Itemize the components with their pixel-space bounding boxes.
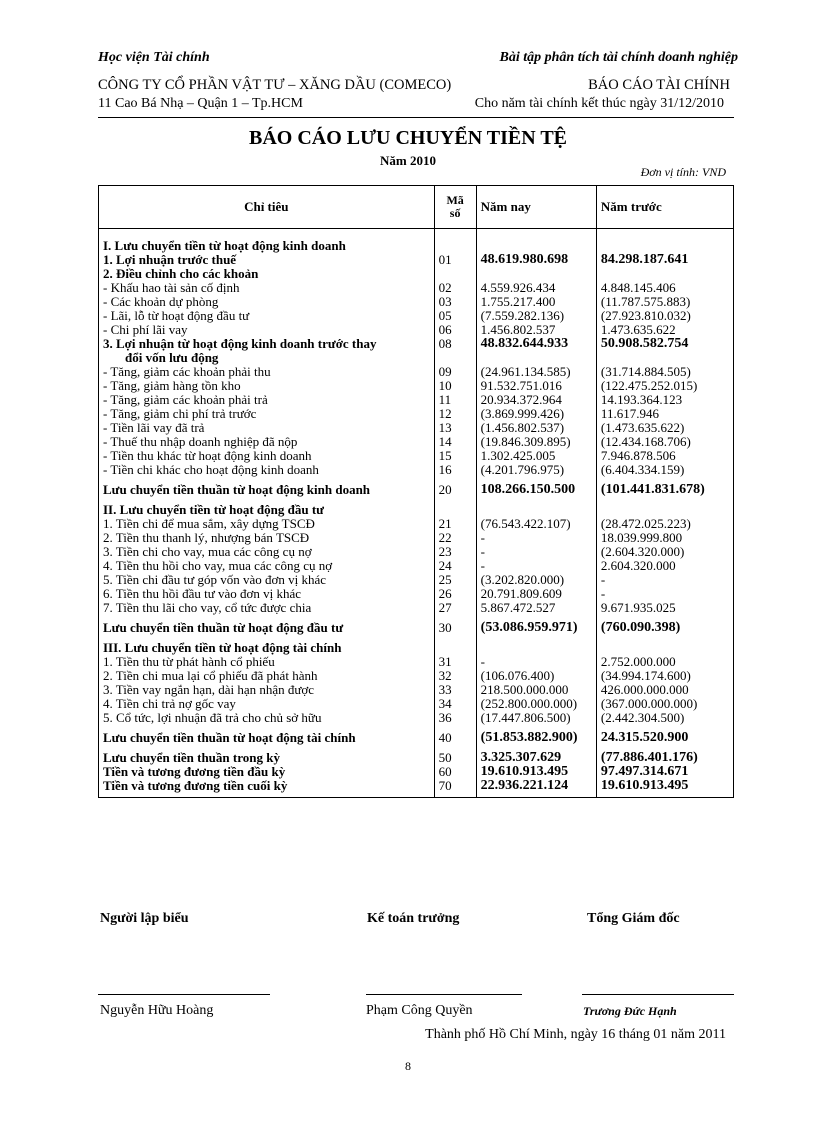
row-previous-value: 1.473.635.622 <box>596 323 733 337</box>
row-previous-value: 84.298.187.641 <box>596 253 733 267</box>
row-previous-value: 24.315.520.900 <box>596 731 733 745</box>
row-current-value: 218.500.000.000 <box>476 683 596 697</box>
row-previous-value: (12.434.168.706) <box>596 435 733 449</box>
row-current-value: - <box>476 559 596 573</box>
row-code: 70 <box>434 779 476 793</box>
table-row <box>99 483 734 497</box>
row-label: 4. Tiền chi trả nợ gốc vay <box>99 697 435 711</box>
row-code: 13 <box>434 421 476 435</box>
row-label: Lưu chuyển tiền thuần trong kỳ <box>99 751 435 765</box>
row-previous-value: (6.404.334.159) <box>596 463 733 477</box>
table-row <box>99 765 734 779</box>
row-code: 60 <box>434 765 476 779</box>
accountant-name: Phạm Công Quyền <box>366 1003 473 1018</box>
row-current-value: - <box>476 531 596 545</box>
row-previous-value <box>596 503 733 517</box>
row-label: II. Lưu chuyển tiền từ hoạt động đầu tư <box>99 503 435 517</box>
table-row <box>99 435 734 449</box>
accountant-signature-line <box>366 994 522 995</box>
row-code <box>434 641 476 655</box>
director-signature-line <box>582 994 734 995</box>
row-label: 6. Tiền thu hồi đầu tư vào đơn vị khác <box>99 587 435 601</box>
row-current-value: 5.867.472.527 <box>476 601 596 615</box>
row-code: 08 <box>434 337 476 365</box>
row-current-value: - <box>476 545 596 559</box>
director-title: Tổng Giám đốc <box>587 911 680 926</box>
row-code: 20 <box>434 483 476 497</box>
row-current-value: 91.532.751.016 <box>476 379 596 393</box>
row-label: - Tiền thu khác từ hoạt động kinh doanh <box>99 449 435 463</box>
row-current-value: (24.961.134.585) <box>476 365 596 379</box>
row-current-value: 4.559.926.434 <box>476 281 596 295</box>
row-current-value <box>476 641 596 655</box>
row-label: - Tăng, giảm các khoản phải thu <box>99 365 435 379</box>
row-label: Lưu chuyển tiền thuần từ hoạt động đầu tư <box>99 621 435 635</box>
row-code <box>434 503 476 517</box>
row-code: 10 <box>434 379 476 393</box>
row-label: III. Lưu chuyển tiền từ hoạt động tài chính <box>99 641 435 655</box>
preparer-signature-line <box>98 994 270 995</box>
row-label: 5. Tiền chi đầu tư góp vốn vào đơn vị khác <box>99 573 435 587</box>
row-code: 12 <box>434 407 476 421</box>
row-code: 27 <box>434 601 476 615</box>
table-row <box>99 379 734 393</box>
row-current-value: 108.266.150.500 <box>476 483 596 497</box>
row-current-value: 48.832.644.933 <box>476 337 596 365</box>
row-previous-value: (31.714.884.505) <box>596 365 733 379</box>
row-code: 05 <box>434 309 476 323</box>
row-label: 2. Tiền chi mua lại cổ phiếu đã phát hành <box>99 669 435 683</box>
row-previous-value: (122.475.252.015) <box>596 379 733 393</box>
row-current-value <box>476 239 596 253</box>
row-previous-value: 19.610.913.495 <box>596 779 733 793</box>
row-code: 16 <box>434 463 476 477</box>
table-row <box>99 641 734 655</box>
row-label: 4. Tiền thu hồi cho vay, mua các công cụ nợ <box>99 559 435 573</box>
row-label: - Các khoản dự phòng <box>99 295 435 309</box>
row-previous-value <box>596 267 733 281</box>
table-row <box>99 253 734 267</box>
page-number: 8 <box>405 1059 411 1073</box>
row-previous-value: 7.946.878.506 <box>596 449 733 463</box>
company-line <box>98 77 730 94</box>
table-row <box>99 393 734 407</box>
row-label: - Tiền lãi vay đã trả <box>99 421 435 435</box>
company-name: CÔNG TY CỔ PHẦN VẬT TƯ – XĂNG DẦU (COMECO) <box>98 77 452 93</box>
table-row <box>99 421 734 435</box>
table-row <box>99 281 734 295</box>
row-previous-value: (77.886.401.176) <box>596 751 733 765</box>
table-row <box>99 449 734 463</box>
spacer-row <box>99 793 734 798</box>
row-code: 26 <box>434 587 476 601</box>
col-header-previous: Năm trước <box>596 186 733 229</box>
row-label: 1. Tiền thu từ phát hành cổ phiếu <box>99 655 435 669</box>
row-current-value: (3.869.999.426) <box>476 407 596 421</box>
row-label: 7. Tiền thu lãi cho vay, cổ tức được chia <box>99 601 435 615</box>
row-label: 3. Tiền vay ngắn hạn, dài hạn nhận được <box>99 683 435 697</box>
table-row <box>99 517 734 531</box>
table-row <box>99 365 734 379</box>
row-code: 03 <box>434 295 476 309</box>
row-previous-value: 2.604.320.000 <box>596 559 733 573</box>
table-row <box>99 779 734 793</box>
row-current-value: (4.201.796.975) <box>476 463 596 477</box>
table-row <box>99 545 734 559</box>
col-header-code: Mã số <box>434 186 476 229</box>
row-previous-value: (760.090.398) <box>596 621 733 635</box>
row-code: 06 <box>434 323 476 337</box>
row-code <box>434 267 476 281</box>
row-current-value <box>476 503 596 517</box>
row-previous-value <box>596 641 733 655</box>
row-code <box>434 239 476 253</box>
row-current-value: (1.456.802.537) <box>476 421 596 435</box>
row-label: Lưu chuyển tiền thuần từ hoạt động kinh doanh <box>99 483 435 497</box>
row-code: 21 <box>434 517 476 531</box>
row-previous-value: 4.848.145.406 <box>596 281 733 295</box>
table-row <box>99 559 734 573</box>
row-label: - Khấu hao tài sản cố định <box>99 281 435 295</box>
row-label: - Chi phí lãi vay <box>99 323 435 337</box>
row-label: 3. Lợi nhuận từ hoạt động kinh doanh trước thay đổi vốn lưu động <box>99 337 435 365</box>
report-type: BÁO CÁO TÀI CHÍNH <box>588 77 730 93</box>
cash-flow-table <box>98 185 734 798</box>
table-row <box>99 407 734 421</box>
row-previous-value: 18.039.999.800 <box>596 531 733 545</box>
row-previous-value: 14.193.364.123 <box>596 393 733 407</box>
table-row <box>99 573 734 587</box>
row-code: 15 <box>434 449 476 463</box>
row-label: - Tiền chi khác cho hoạt động kinh doanh <box>99 463 435 477</box>
row-label: 1. Tiền chi để mua sắm, xây dựng TSCĐ <box>99 517 435 531</box>
row-label: I. Lưu chuyển tiền từ hoạt động kinh doanh <box>99 239 435 253</box>
table-row <box>99 711 734 725</box>
row-code: 32 <box>434 669 476 683</box>
accountant-title: Kế toán trưởng <box>367 911 460 926</box>
row-label: - Lãi, lỗ từ hoạt động đầu tư <box>99 309 435 323</box>
row-previous-value: (11.787.575.883) <box>596 295 733 309</box>
row-code: 14 <box>434 435 476 449</box>
row-label: 1. Lợi nhuận trước thuế <box>99 253 435 267</box>
row-label: - Tăng, giảm các khoản phải trả <box>99 393 435 407</box>
row-code: 40 <box>434 731 476 745</box>
table-row <box>99 503 734 517</box>
preparer-name: Nguyễn Hữu Hoàng <box>100 1003 214 1018</box>
row-label: 5. Cổ tức, lợi nhuận đã trả cho chủ sở hữu <box>99 711 435 725</box>
row-current-value <box>476 267 596 281</box>
row-label: Tiền và tương đương tiền cuối kỳ <box>99 779 435 793</box>
row-previous-value <box>596 239 733 253</box>
row-code: 30 <box>434 621 476 635</box>
table-row <box>99 731 734 745</box>
row-code: 36 <box>434 711 476 725</box>
row-label: - Thuế thu nhập doanh nghiệp đã nộp <box>99 435 435 449</box>
row-previous-value: 11.617.946 <box>596 407 733 421</box>
row-current-value: 19.610.913.495 <box>476 765 596 779</box>
row-current-value: 22.936.221.124 <box>476 779 596 793</box>
row-previous-value: 9.671.935.025 <box>596 601 733 615</box>
row-label: 3. Tiền chi cho vay, mua các công cụ nợ <box>99 545 435 559</box>
row-code: 31 <box>434 655 476 669</box>
table-row <box>99 531 734 545</box>
row-previous-value: 97.497.314.671 <box>596 765 733 779</box>
address-line <box>98 96 724 112</box>
row-label: 2. Tiền thu thanh lý, nhượng bán TSCĐ <box>99 531 435 545</box>
preparer-title: Người lập biểu <box>100 911 189 926</box>
row-previous-value: (28.472.025.223) <box>596 517 733 531</box>
table-row <box>99 697 734 711</box>
row-code: 01 <box>434 253 476 267</box>
row-previous-value: (34.994.174.600) <box>596 669 733 683</box>
row-previous-value: (101.441.831.678) <box>596 483 733 497</box>
row-current-value: (3.202.820.000) <box>476 573 596 587</box>
row-code: 24 <box>434 559 476 573</box>
row-current-value: - <box>476 655 596 669</box>
table-row <box>99 683 734 697</box>
row-previous-value: (367.000.000.000) <box>596 697 733 711</box>
row-code: 23 <box>434 545 476 559</box>
row-previous-value: (27.923.810.032) <box>596 309 733 323</box>
row-current-value: (76.543.422.107) <box>476 517 596 531</box>
row-current-value: 1.456.802.537 <box>476 323 596 337</box>
col-header-current: Năm nay <box>476 186 596 229</box>
row-current-value: 3.325.307.629 <box>476 751 596 765</box>
fiscal-period: Cho năm tài chính kết thúc ngày 31/12/2010 <box>474 96 724 111</box>
table-row <box>99 337 734 365</box>
director-name: Trương Đức Hạnh <box>583 1004 677 1018</box>
row-label: Lưu chuyển tiền thuần từ hoạt động tài chính <box>99 731 435 745</box>
row-previous-value: (2.442.304.500) <box>596 711 733 725</box>
row-label: - Tăng, giảm chi phí trả trước <box>99 407 435 421</box>
header-divider <box>98 117 734 118</box>
place-date: Thành phố Hồ Chí Minh, ngày 16 tháng 01 năm 2011 <box>425 1027 726 1042</box>
row-code: 25 <box>434 573 476 587</box>
row-current-value: (19.846.309.895) <box>476 435 596 449</box>
row-previous-value: 50.908.582.754 <box>596 337 733 365</box>
row-code: 33 <box>434 683 476 697</box>
table-row <box>99 295 734 309</box>
row-previous-value: 426.000.000.000 <box>596 683 733 697</box>
table-row <box>99 655 734 669</box>
report-year: Năm 2010 <box>380 153 436 168</box>
report-title: BÁO CÁO LƯU CHUYỂN TIỀN TỆ <box>248 127 568 149</box>
table-row <box>99 463 734 477</box>
row-code: 11 <box>434 393 476 407</box>
table-header-row <box>99 186 734 229</box>
row-previous-value: - <box>596 573 733 587</box>
row-code: 34 <box>434 697 476 711</box>
row-previous-value: 2.752.000.000 <box>596 655 733 669</box>
row-previous-value: - <box>596 587 733 601</box>
row-previous-value: (2.604.320.000) <box>596 545 733 559</box>
book-title: Bài tập phân tích tài chính doanh nghiệp <box>499 50 738 65</box>
table-row <box>99 601 734 615</box>
row-current-value: (7.559.282.136) <box>476 309 596 323</box>
row-current-value: 1.302.425.005 <box>476 449 596 463</box>
row-label: Tiền và tương đương tiền đầu kỳ <box>99 765 435 779</box>
row-current-value: 20.791.809.609 <box>476 587 596 601</box>
row-current-value: (53.086.959.971) <box>476 621 596 635</box>
col-header-item: Chỉ tiêu <box>99 186 435 229</box>
row-code: 02 <box>434 281 476 295</box>
row-label: 2. Điều chỉnh cho các khoản <box>99 267 435 281</box>
school-name: Học viện Tài chính <box>98 50 210 65</box>
row-current-value: 1.755.217.400 <box>476 295 596 309</box>
table-row <box>99 669 734 683</box>
table-row <box>99 751 734 765</box>
table-row <box>99 309 734 323</box>
table-row <box>99 267 734 281</box>
running-header <box>98 50 738 66</box>
currency-unit: Đơn vị tính: VND <box>640 165 726 179</box>
row-code: 09 <box>434 365 476 379</box>
row-current-value: (106.076.400) <box>476 669 596 683</box>
row-current-value: 20.934.372.964 <box>476 393 596 407</box>
row-current-value: (51.853.882.900) <box>476 731 596 745</box>
table-body <box>99 229 734 798</box>
row-current-value: (17.447.806.500) <box>476 711 596 725</box>
row-label: - Tăng, giảm hàng tồn kho <box>99 379 435 393</box>
row-current-value: 48.619.980.698 <box>476 253 596 267</box>
company-address: 11 Cao Bá Nhạ – Quận 1 – Tp.HCM <box>98 96 303 111</box>
table-row <box>99 621 734 635</box>
table-row <box>99 239 734 253</box>
table-row <box>99 323 734 337</box>
table-row <box>99 587 734 601</box>
row-code: 50 <box>434 751 476 765</box>
row-code: 22 <box>434 531 476 545</box>
row-previous-value: (1.473.635.622) <box>596 421 733 435</box>
row-current-value: (252.800.000.000) <box>476 697 596 711</box>
